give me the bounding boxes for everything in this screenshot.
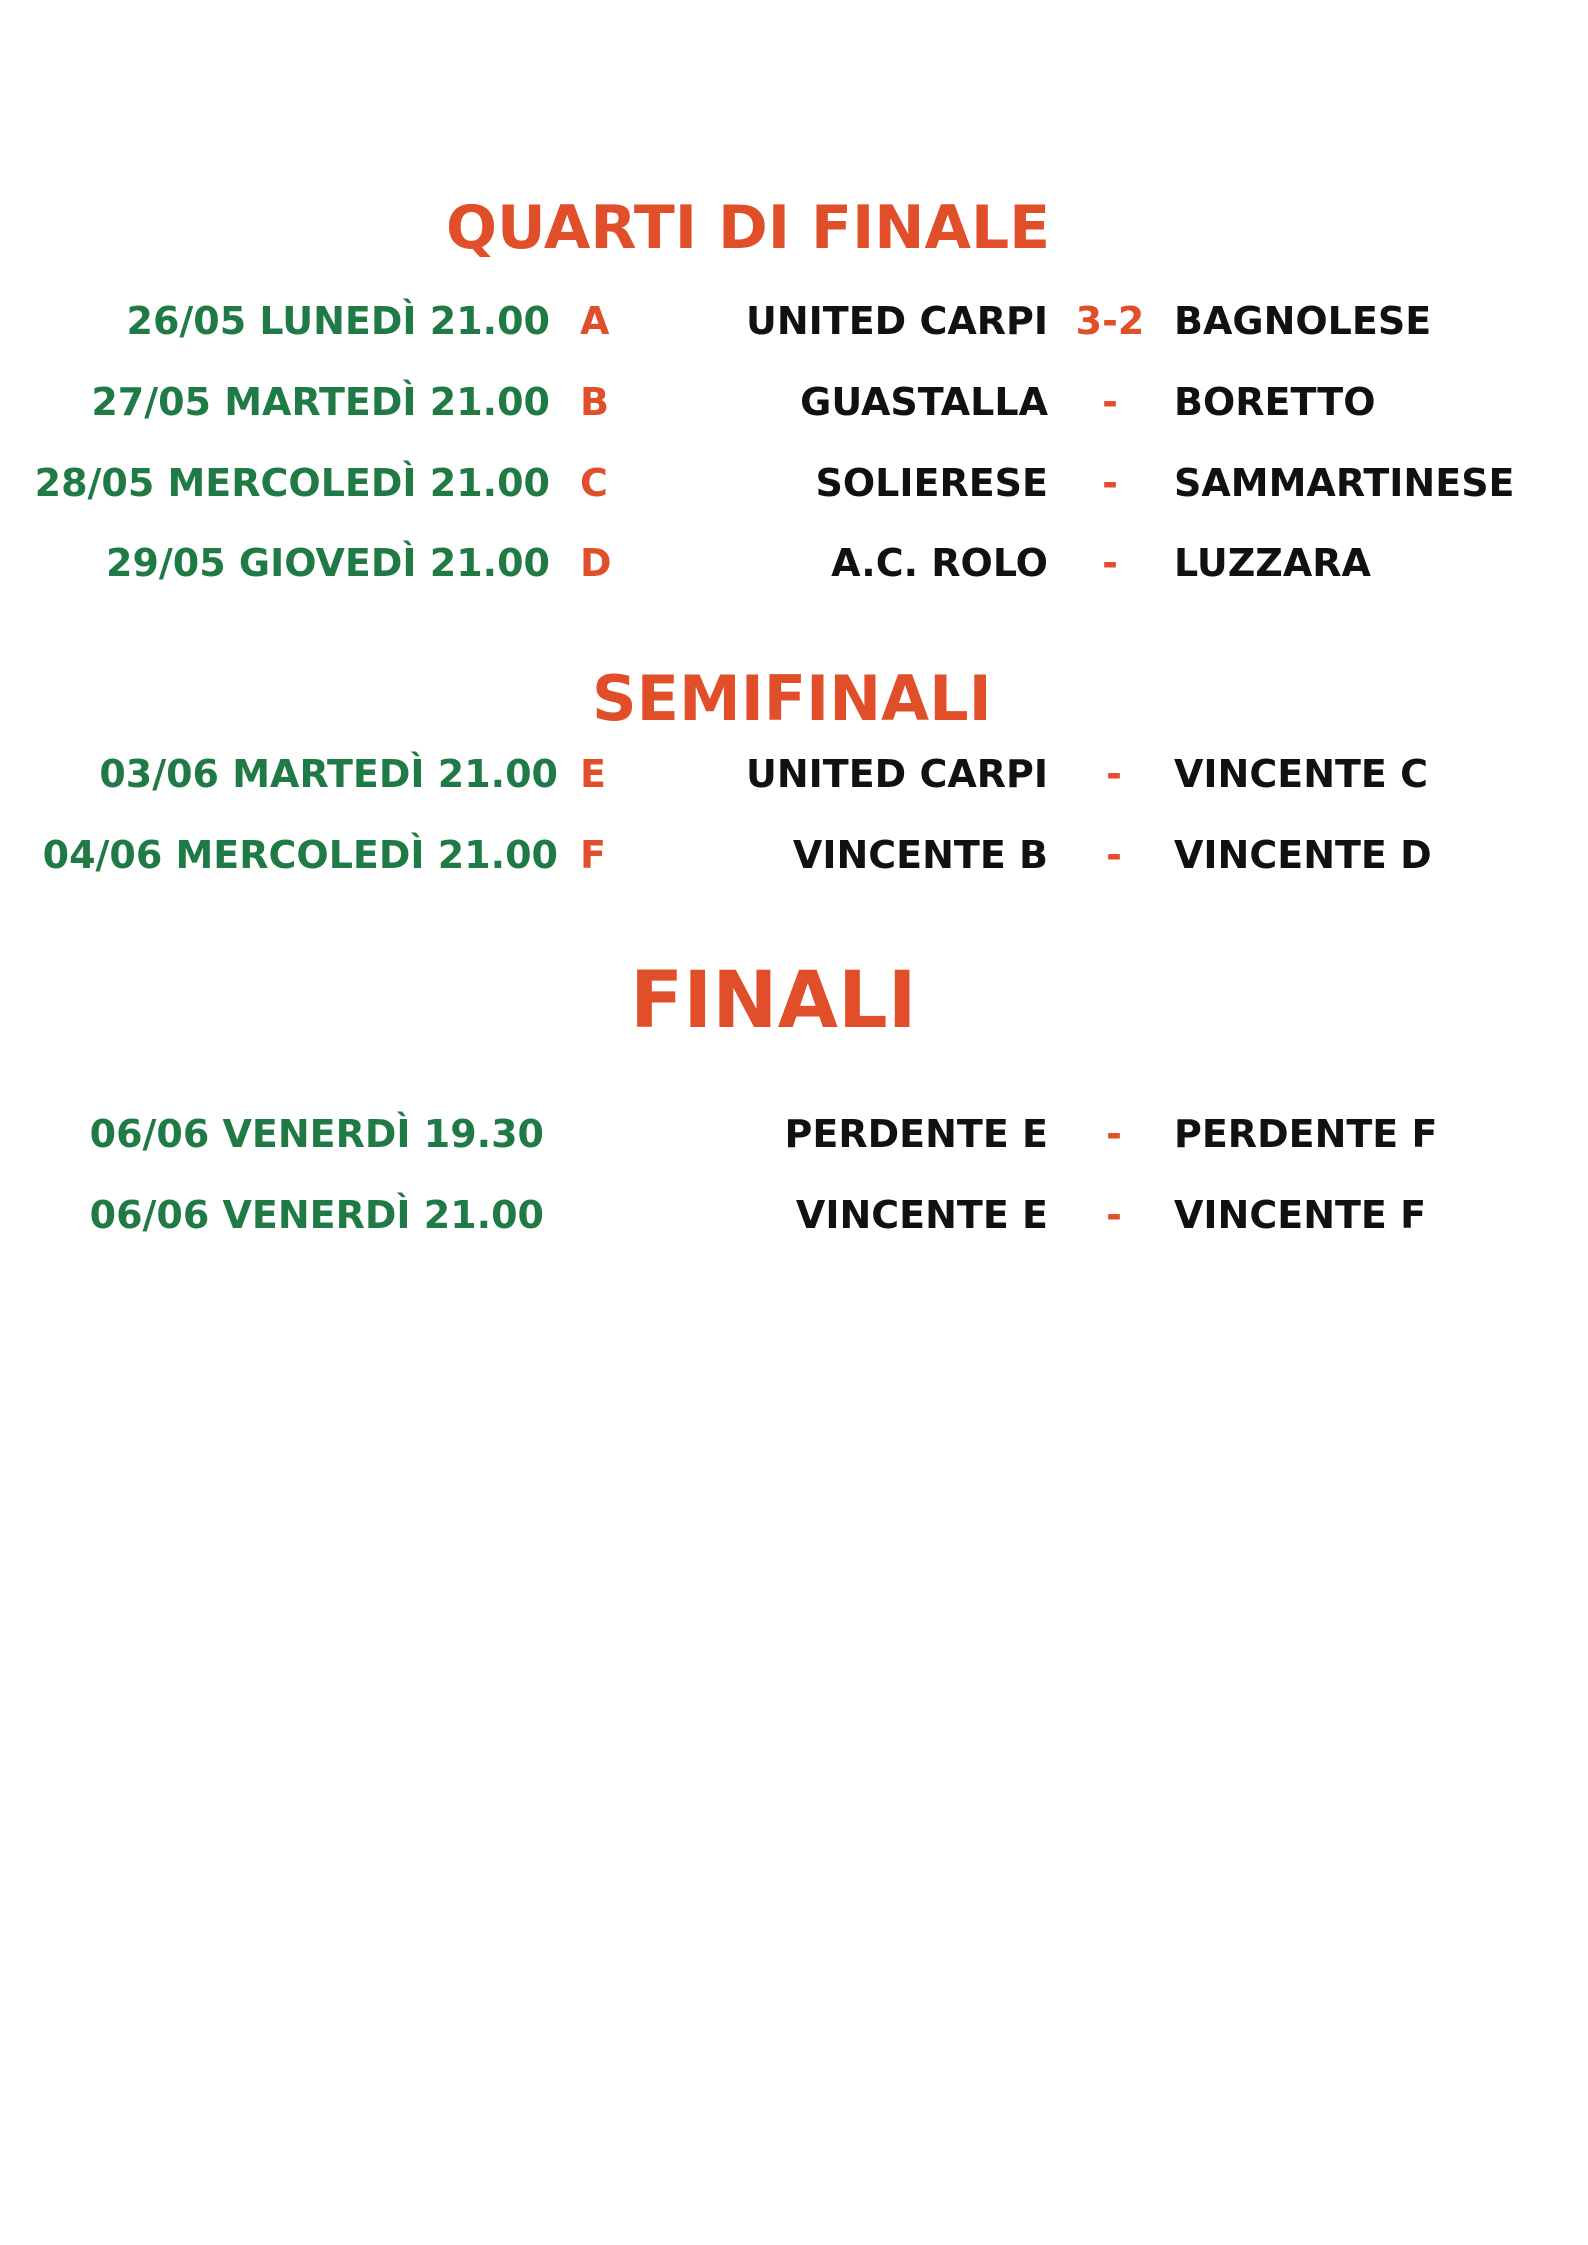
match-date: 29/05 GIOVEDÌ 21.00 xyxy=(106,541,550,585)
home-team: VINCENTE E xyxy=(795,1193,1048,1237)
home-team: GUASTALLA xyxy=(800,380,1048,424)
away-team: VINCENTE F xyxy=(1174,1193,1427,1237)
away-team: SAMMARTINESE xyxy=(1174,461,1515,505)
section-title-quarti: QUARTI DI FINALE xyxy=(446,193,1051,263)
match-score: - xyxy=(1102,541,1118,585)
match-code: B xyxy=(580,380,609,424)
home-team: PERDENTE E xyxy=(784,1112,1048,1156)
match-score: - xyxy=(1106,833,1122,877)
match-date: 03/06 MARTEDÌ 21.00 xyxy=(99,752,558,796)
home-team: VINCENTE B xyxy=(792,833,1048,877)
match-row-semi-e xyxy=(0,749,1588,799)
match-row-finale-1 xyxy=(0,1109,1588,1159)
match-date: 06/06 VENERDÌ 19.30 xyxy=(89,1112,544,1156)
home-team: UNITED CARPI xyxy=(746,299,1048,343)
match-score: - xyxy=(1106,1112,1122,1156)
match-code: D xyxy=(580,541,612,585)
section-title-semifinali: SEMIFINALI xyxy=(592,662,992,735)
match-row-finale-2 xyxy=(0,1190,1588,1240)
match-score: - xyxy=(1106,1193,1122,1237)
match-date: 27/05 MARTEDÌ 21.00 xyxy=(91,380,550,424)
match-code: A xyxy=(580,299,610,343)
home-team: SOLIERESE xyxy=(815,461,1048,505)
away-team: VINCENTE D xyxy=(1174,833,1432,877)
match-score: 3-2 xyxy=(1075,299,1145,343)
away-team: VINCENTE C xyxy=(1174,752,1428,796)
match-row-quarti-d xyxy=(0,538,1588,588)
match-row-quarti-c xyxy=(0,458,1588,508)
match-score: - xyxy=(1102,380,1118,424)
away-team: BORETTO xyxy=(1174,380,1376,424)
match-score: - xyxy=(1102,461,1118,505)
match-score: - xyxy=(1106,752,1122,796)
match-code: F xyxy=(580,833,606,877)
home-team: A.C. ROLO xyxy=(831,541,1048,585)
away-team: BAGNOLESE xyxy=(1174,299,1432,343)
match-date: 28/05 MERCOLEDÌ 21.00 xyxy=(34,461,550,505)
match-row-quarti-b xyxy=(0,377,1588,427)
match-code: E xyxy=(580,752,606,796)
home-team: UNITED CARPI xyxy=(746,752,1048,796)
section-title-finali: FINALI xyxy=(630,956,917,1046)
away-team: LUZZARA xyxy=(1174,541,1371,585)
match-date: 26/05 LUNEDÌ 21.00 xyxy=(126,299,550,343)
match-date: 06/06 VENERDÌ 21.00 xyxy=(89,1193,544,1237)
match-row-quarti-a xyxy=(0,296,1588,346)
away-team: PERDENTE F xyxy=(1174,1112,1438,1156)
match-date: 04/06 MERCOLEDÌ 21.00 xyxy=(42,833,558,877)
match-row-semi-f xyxy=(0,830,1588,880)
match-code: C xyxy=(580,461,608,505)
